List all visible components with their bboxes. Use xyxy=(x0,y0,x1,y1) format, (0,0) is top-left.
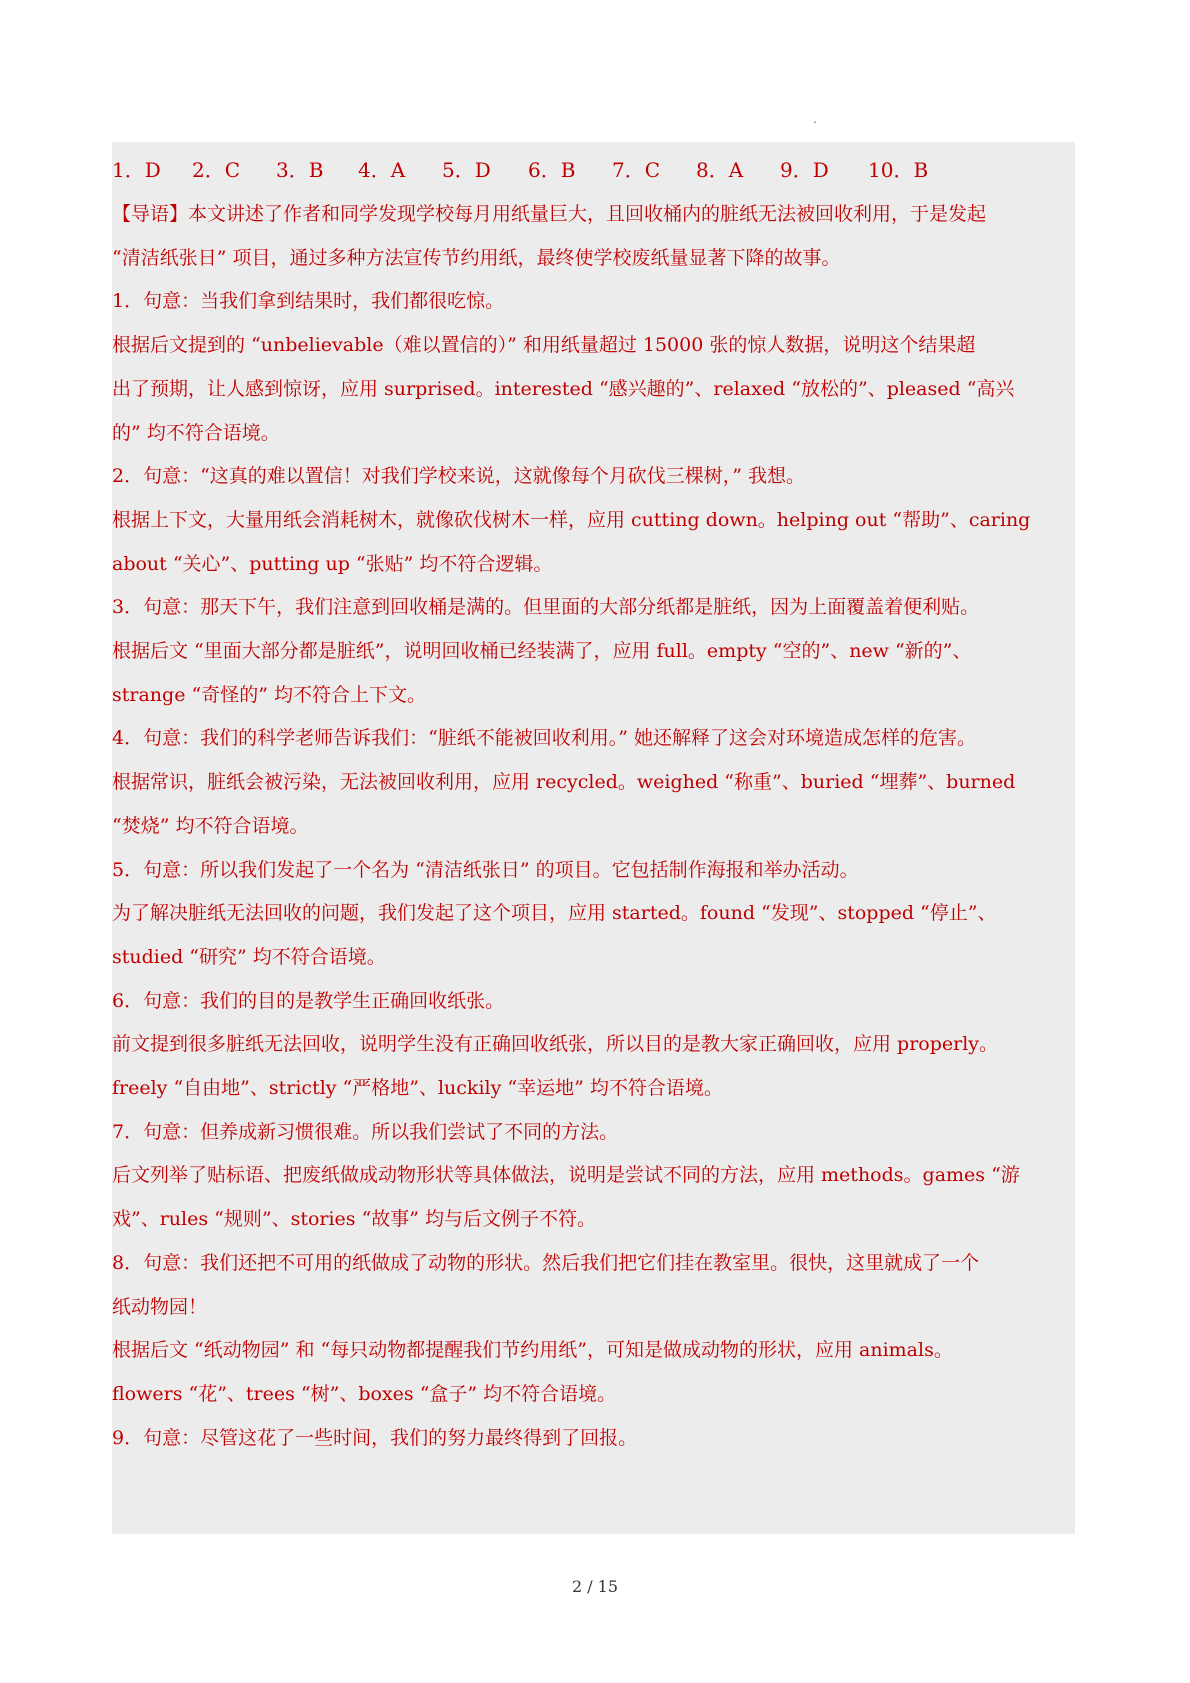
explanation-line: 的” 均不符合语境。 xyxy=(112,421,280,444)
header-mark: . xyxy=(813,112,817,126)
explanation-line: studied “研究” 均不符合语境。 xyxy=(112,945,386,968)
answer-item: 1．D xyxy=(112,158,161,182)
explanation-line: 6．句意：我们的目的是教学生正确回收纸张。 xyxy=(112,989,505,1012)
explanation-line: 1．句意：当我们拿到结果时，我们都很吃惊。 xyxy=(112,290,505,313)
explanation-line: 8．句意：我们还把不可用的纸做成了动物的形状。然后我们把它们挂在教室里。很快，这里就成了一个 xyxy=(112,1251,980,1274)
explanation-line: 根据常识，脏纸会被污染，无法被回收利用，应用 recycled。weighed “称重”、buried “埋葬”、burned xyxy=(112,771,1016,794)
answer-explanation-block xyxy=(112,142,1075,1534)
explanation-line: 前文提到很多脏纸无法回收，说明学生没有正确回收纸张，所以目的是教大家正确回收，应用 properly。 xyxy=(112,1033,999,1056)
explanation-line: freely “自由地”、strictly “严格地”、luckily “幸运地” 均不符合语境。 xyxy=(112,1077,723,1099)
explanation-line: 根据后文 “纸动物园” 和 “每只动物都提醒我们节约用纸”，可知是做成动物的形状，应用 animals。 xyxy=(112,1339,953,1362)
answer-item: 7．C xyxy=(612,158,661,182)
answer-item: 2．C xyxy=(192,158,241,182)
explanation-line: strange “奇怪的” 均不符合上下文。 xyxy=(112,683,426,706)
explanation-line: 纸动物园！ xyxy=(112,1295,208,1318)
explanation-line: 根据后文提到的 “unbelievable（难以置信的）” 和用纸量超过 15000 张的惊人数据，说明这个结果超 xyxy=(112,334,976,357)
explanation-line: 戏”、rules “规则”、stories “故事” 均与后文例子不符。 xyxy=(112,1208,597,1231)
explanation-line: 根据后文 “里面大部分都是脏纸”，说明回收桶已经装满了，应用 full。empty “空的”、new “新的”、 xyxy=(112,640,972,662)
answer-item: 5．D xyxy=(442,158,491,182)
explanation-line: 后文列举了贴标语、把废纸做成动物形状等具体做法，说明是尝试不同的方法，应用 methods。games “游 xyxy=(112,1164,1020,1187)
answer-item: 10．B xyxy=(868,158,929,182)
answer-key-row xyxy=(112,156,938,184)
explanation-line: 5．句意：所以我们发起了一个名为 “清洁纸张日” 的项目。它包括制作海报和举办活动。 xyxy=(112,858,859,881)
answer-item: 9．D xyxy=(780,158,829,182)
explanation-line: 【导语】本文讲述了作者和同学发现学校每月用纸量巨大，且回收桶内的脏纸无法被回收利用，于是发起 xyxy=(112,203,987,225)
explanation-line: 3．句意：那天下午，我们注意到回收桶是满的。但里面的大部分纸都是脏纸，因为上面覆盖着便利贴。 xyxy=(112,596,980,619)
explanation-line: flowers “花”、trees “树”、boxes “盒子” 均不符合语境。 xyxy=(112,1382,617,1405)
page-number: 2 / 15 xyxy=(571,1577,619,1596)
explanation-line: “清洁纸张日” 项目，通过多种方法宣传节约用纸，最终使学校废纸量显著下降的故事。 xyxy=(112,246,841,269)
explanation-line: 为了解决脏纸无法回收的问题，我们发起了这个项目，应用 started。found “发现”、stopped “停止”、 xyxy=(112,902,997,925)
explanation-line: about “关心”、putting up “张贴” 均不符合逻辑。 xyxy=(112,552,553,575)
answer-item: 3．B xyxy=(276,158,324,182)
explanation-line: 9．句意：尽管这花了一些时间，我们的努力最终得到了回报。 xyxy=(112,1426,638,1449)
explanation-line: 出了预期，让人感到惊讶，应用 surprised。interested “感兴趣的”、relaxed “放松的”、pleased “高兴 xyxy=(112,377,1015,400)
explanation-line: “焚烧” 均不符合语境。 xyxy=(112,814,309,837)
answer-item: 4．A xyxy=(358,158,406,182)
explanation-line: 4．句意：我们的科学老师告诉我们：“脏纸不能被回收利用。” 她还解释了这会对环境造成怎样的危害。 xyxy=(112,727,977,750)
answer-item: 8．A xyxy=(696,158,744,182)
explanation-line: 2．句意：“这真的难以置信！对我们学校来说，这就像每个月砍伐三棵树，” 我想。 xyxy=(112,465,806,488)
explanation-line: 7．句意：但养成新习惯很难。所以我们尝试了不同的方法。 xyxy=(112,1120,619,1143)
answer-item: 6．B xyxy=(528,158,576,182)
explanation-line: 根据上下文，大量用纸会消耗树木，就像砍伐树木一样，应用 cutting down。helping out “帮助”、caring xyxy=(112,508,1031,531)
